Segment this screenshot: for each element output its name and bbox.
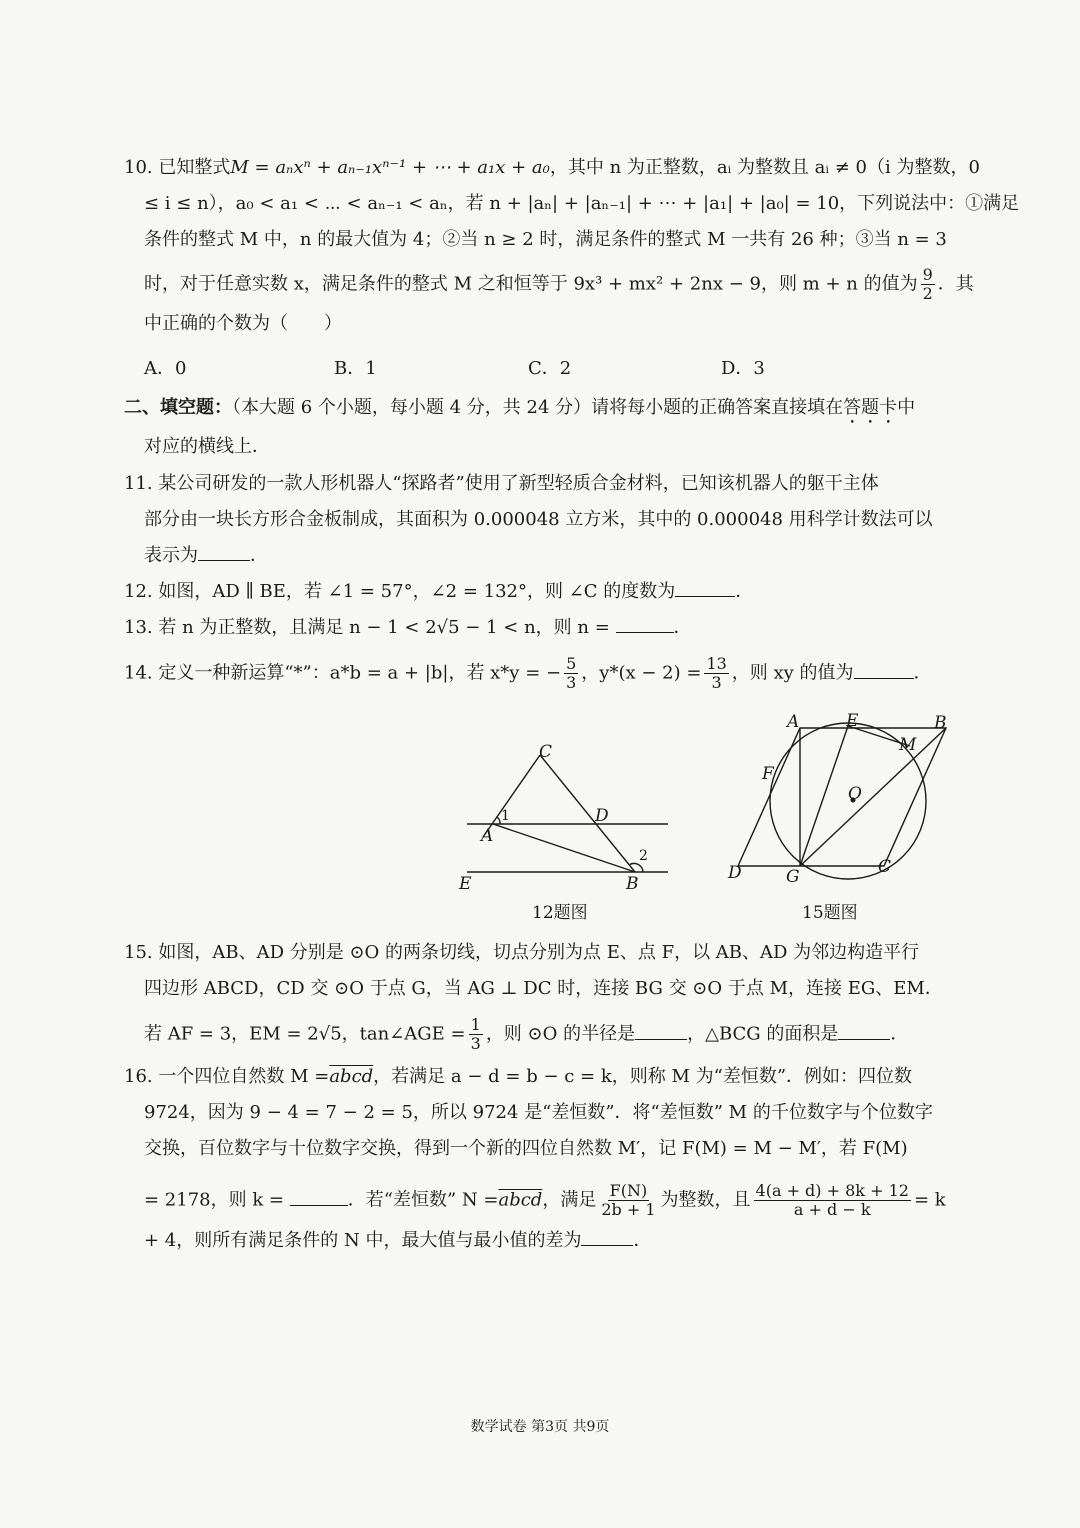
q11-line2: 部分由一块长方形合金板制成，其面积为 0.000048 立方米，其中的 0.000048 用科学计数法可以 [144,509,933,530]
segment-eg [800,726,848,866]
fraction: $\frac{F(N)}{2b + 1}$ [601,1181,656,1219]
fraction: $\frac{1}{3}$ [470,1015,481,1053]
q15-line2: 四边形 ABCD，CD 交 ⊙O 于点 G，当 AG ⊥ DC 时，连接 BG 交 ⊙O 于点 M，连接 EG、EM． [144,978,943,999]
label-1: 1 [501,808,510,824]
answer-blank[interactable] [854,662,914,679]
answer-blank[interactable] [675,580,735,597]
segment-ca [483,755,540,837]
fraction: $\frac{13}{3}$ [706,654,727,692]
figure-12-caption: 12题图 [532,903,588,923]
label-d: D [728,863,742,883]
q16-line2: 9724，因为 9 − 4 = 7 − 2 = 5，所以 9724 是“差恒数”．将“差恒数” M 的千位数字与个位数字 [144,1102,933,1123]
label-e: E [846,711,859,731]
angle-1-arc [497,817,500,824]
section2-header: 二、填空题：（本大题 6 个小题，每小题 4 分，共 24 分）请将每小题的正确答案直接填在答题卡中 [124,397,916,418]
q10-line1: 10. 已知整式M = aₙxⁿ + aₙ₋₁xⁿ⁻¹ + ⋯ + a₁x + a₀，其中 n 为正整数，aᵢ 为整数且 aᵢ ≠ 0（i 为整数，0 [124,157,980,178]
q13-line: 13. 若 n 为正整数，且满足 n − 1 < 2√5 − 1 < n，则 n = ． [124,617,692,638]
segment-bg [800,728,946,866]
option-d: D．3 [721,358,765,379]
label-a: A [481,826,494,846]
q11-line3: 表示为 ． [144,545,268,566]
q10-line5: 中正确的个数为（ ） [144,313,342,334]
q12-line: 12. 如图，AD ∥ BE，若 ∠1 = 57°，∠2 = 132°，则 ∠C 的度数为 ． [124,581,754,602]
q16-line4: = 2178，则 k = ．若“差恒数” N =abcd，满足 $\frac{F(N)}{2b + 1}$ 为整数，且 $\frac{4(a + d) + 8k + 12}{a + d - k}$ = k [144,1181,946,1219]
option-c: C．2 [528,358,572,379]
q15-line3: 若 AF = 3，EM = 2√5，tan∠AGE = $\frac{1}{3}$ ，则 ⊙O 的半径是 ，△BCG 的面积是 ． [144,1015,909,1053]
label-g: G [786,867,800,887]
label-b: B [626,874,639,894]
answer-blank[interactable] [290,1189,348,1206]
label-2: 2 [639,848,648,864]
q10-line2: ≤ i ≤ n），a₀ < a₁ < ⋯ < aₙ₋₁ < aₙ，若 n + |aₙ| + |aₙ₋₁| + ⋯ + |a₁| + |a₀| = 10，下列说法中：①满足 [144,193,1020,214]
figure-12 [455,735,680,895]
answer-blank[interactable] [616,616,674,633]
q16-line1: 16. 一个四位自然数 M =abcd，若满足 a − d = b − c = k，则称 M 为“差恒数”．例如：四位数 [124,1066,913,1087]
q16-line5: + 4，则所有满足条件的 N 中，最大值与最小值的差为 ． [144,1230,652,1251]
q14-line: 14. 定义一种新运算“*”：a*b = a + |b|，若 x*y = − $\frac{5}{3}$ ，y*(x − 2) = $\frac{13}{3}$ ，则 xy 的值为 ． [124,654,932,692]
label-f: F [762,764,774,784]
fraction: $\frac{5}{3}$ [566,654,577,692]
answer-blank[interactable] [581,1229,633,1246]
segment-ab [493,824,635,872]
fraction: $\frac{4(a + d) + 8k + 12}{a + d - k}$ [755,1181,909,1219]
q15-line1: 15. 如图，AB、AD 分别是 ⊙O 的两条切线，切点分别为点 E、点 F，以 AB、AD 为邻边构造平行 [124,942,920,963]
label-a: A [787,712,800,732]
label-c: C [539,742,553,762]
label-o: O [848,784,862,804]
fraction: $\frac{9}{2}$ [922,265,933,303]
answer-blank[interactable] [198,544,250,561]
label-d: D [595,806,609,826]
option-b: B．1 [334,358,377,379]
label-m: M [899,735,917,755]
segment-cb [540,755,635,872]
answer-blank[interactable] [635,1023,687,1040]
answer-blank[interactable] [838,1023,890,1040]
q16-line3: 交换，百位数字与十位数字交换，得到一个新的四位自然数 M′，记 F(M) = M − M′，若 F(M) [144,1138,908,1159]
figure-15-caption: 15题图 [802,903,858,923]
option-a: A．0 [144,358,187,379]
q10-line3: 条件的整式 M 中，n 的最大值为 4；②当 n ≥ 2 时，满足条件的整式 M 一共有 26 种；③当 n = 3 [144,229,947,250]
label-b: B [934,713,947,733]
figure-15 [722,708,962,893]
q11-line1: 11. 某公司研发的一款人形机器人“探路者”使用了新型轻质合金材料，已知该机器人的躯干主体 [124,473,879,494]
section2-desc-line2: 对应的横线上． [144,436,270,457]
label-e: E [459,874,472,894]
q10-line4: 时，对于任意实数 x，满足条件的整式 M 之和恒等于 9x³ + mx² + 2nx − 9，则 m + n 的值为 $\frac{9}{2}$ ．其 [144,265,974,303]
label-c: C [878,857,892,877]
page-footer: 数学试卷 第3页 共9页 [470,1419,610,1435]
